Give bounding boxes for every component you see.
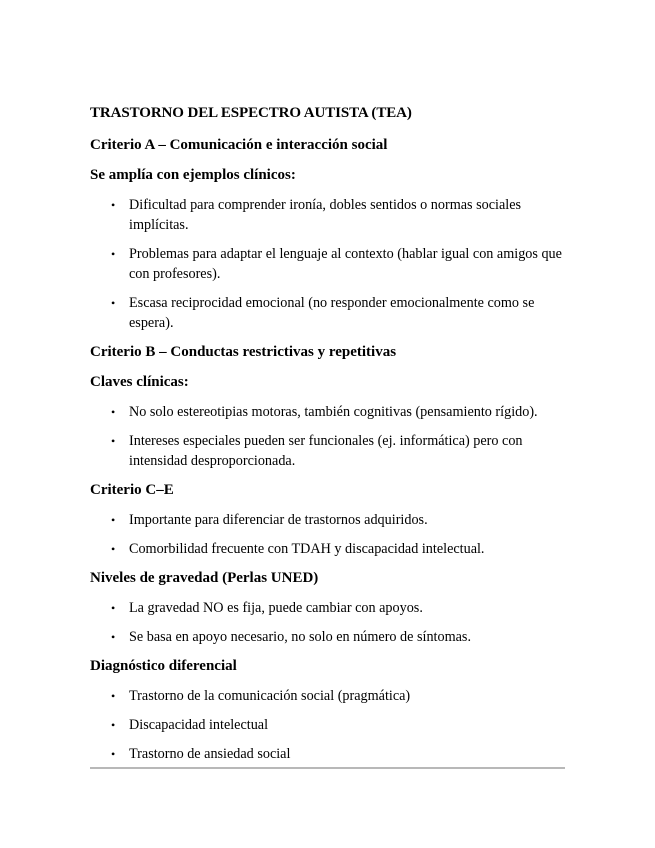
list-item — [90, 293, 570, 333]
list-item-text: Discapacidad intelectual — [129, 717, 269, 733]
list-item-text: Escasa reciprocidad emocional (no responder emocionalmente como se espera). — [129, 295, 535, 331]
section-subheading-claves: Claves clínicas: — [90, 374, 189, 390]
list-item — [90, 510, 570, 530]
bullet-icon: • — [111, 689, 116, 703]
bullet-icon: • — [111, 601, 116, 615]
list-item-text: Intereses especiales pueden ser funcionales (ej. informática) pero con intensidad desproporcionada. — [129, 433, 523, 469]
list-item — [90, 431, 570, 471]
bullet-icon: • — [111, 630, 116, 644]
section-heading-criterio-b: Criterio B – Conductas restrictivas y repetitivas — [90, 344, 397, 360]
list-item — [90, 539, 570, 559]
section-heading-diagnostico-diferencial: Diagnóstico diferencial — [90, 658, 237, 674]
bullet-icon: • — [111, 513, 116, 527]
bullet-icon: • — [111, 405, 116, 419]
section-heading-niveles-gravedad: Niveles de gravedad (Perlas UNED) — [90, 570, 319, 586]
list-item-text: Comorbilidad frecuente con TDAH y discapacidad intelectual. — [129, 541, 485, 557]
list-item-text: Se basa en apoyo necesario, no solo en número de síntomas. — [129, 629, 471, 645]
bullet-icon: • — [111, 542, 116, 556]
section-subheading-ejemplos: Se amplía con ejemplos clínicos: — [90, 167, 296, 183]
list-item — [90, 402, 570, 422]
list-item-text: Importante para diferenciar de trastornos adquiridos. — [129, 512, 428, 528]
list-item-text: Trastorno de ansiedad social — [129, 746, 291, 762]
horizontal-divider — [90, 767, 565, 769]
section-heading-criterio-a: Criterio A – Comunicación e interacción social — [90, 137, 388, 153]
list-item-text: La gravedad NO es fija, puede cambiar con apoyos. — [129, 600, 423, 616]
bullet-icon: • — [111, 296, 116, 310]
section-heading-criterio-c-e: Criterio C–E — [90, 482, 174, 498]
list-item — [90, 715, 570, 735]
bullet-list-niveles-gravedad — [90, 598, 570, 647]
list-item — [90, 598, 570, 618]
bullet-icon: • — [111, 198, 116, 212]
list-item — [90, 686, 570, 706]
list-item-text: No solo estereotipias motoras, también cognitivas (pensamiento rígido). — [129, 404, 538, 420]
bullet-icon: • — [111, 247, 116, 261]
list-item-text: Trastorno de la comunicación social (pragmática) — [129, 688, 411, 704]
list-item — [90, 627, 570, 647]
bullet-list-criterio-c-e — [90, 510, 570, 559]
bullet-list-criterio-a — [90, 195, 570, 333]
list-item-text: Dificultad para comprender ironía, dobles sentidos o normas sociales implícitas. — [129, 197, 522, 233]
list-item — [90, 244, 570, 284]
bullet-icon: • — [111, 718, 116, 732]
list-item-text: Problemas para adaptar el lenguaje al contexto (hablar igual con amigos que con profesores). — [129, 246, 562, 282]
bullet-list-diagnostico-diferencial — [90, 686, 570, 764]
list-item — [90, 195, 570, 235]
bullet-icon: • — [111, 747, 116, 761]
list-item — [90, 744, 570, 764]
document-title: TRASTORNO DEL ESPECTRO AUTISTA (TEA) — [90, 105, 412, 121]
bullet-list-criterio-b — [90, 402, 570, 471]
document-body — [90, 103, 570, 773]
bullet-icon: • — [111, 434, 116, 448]
